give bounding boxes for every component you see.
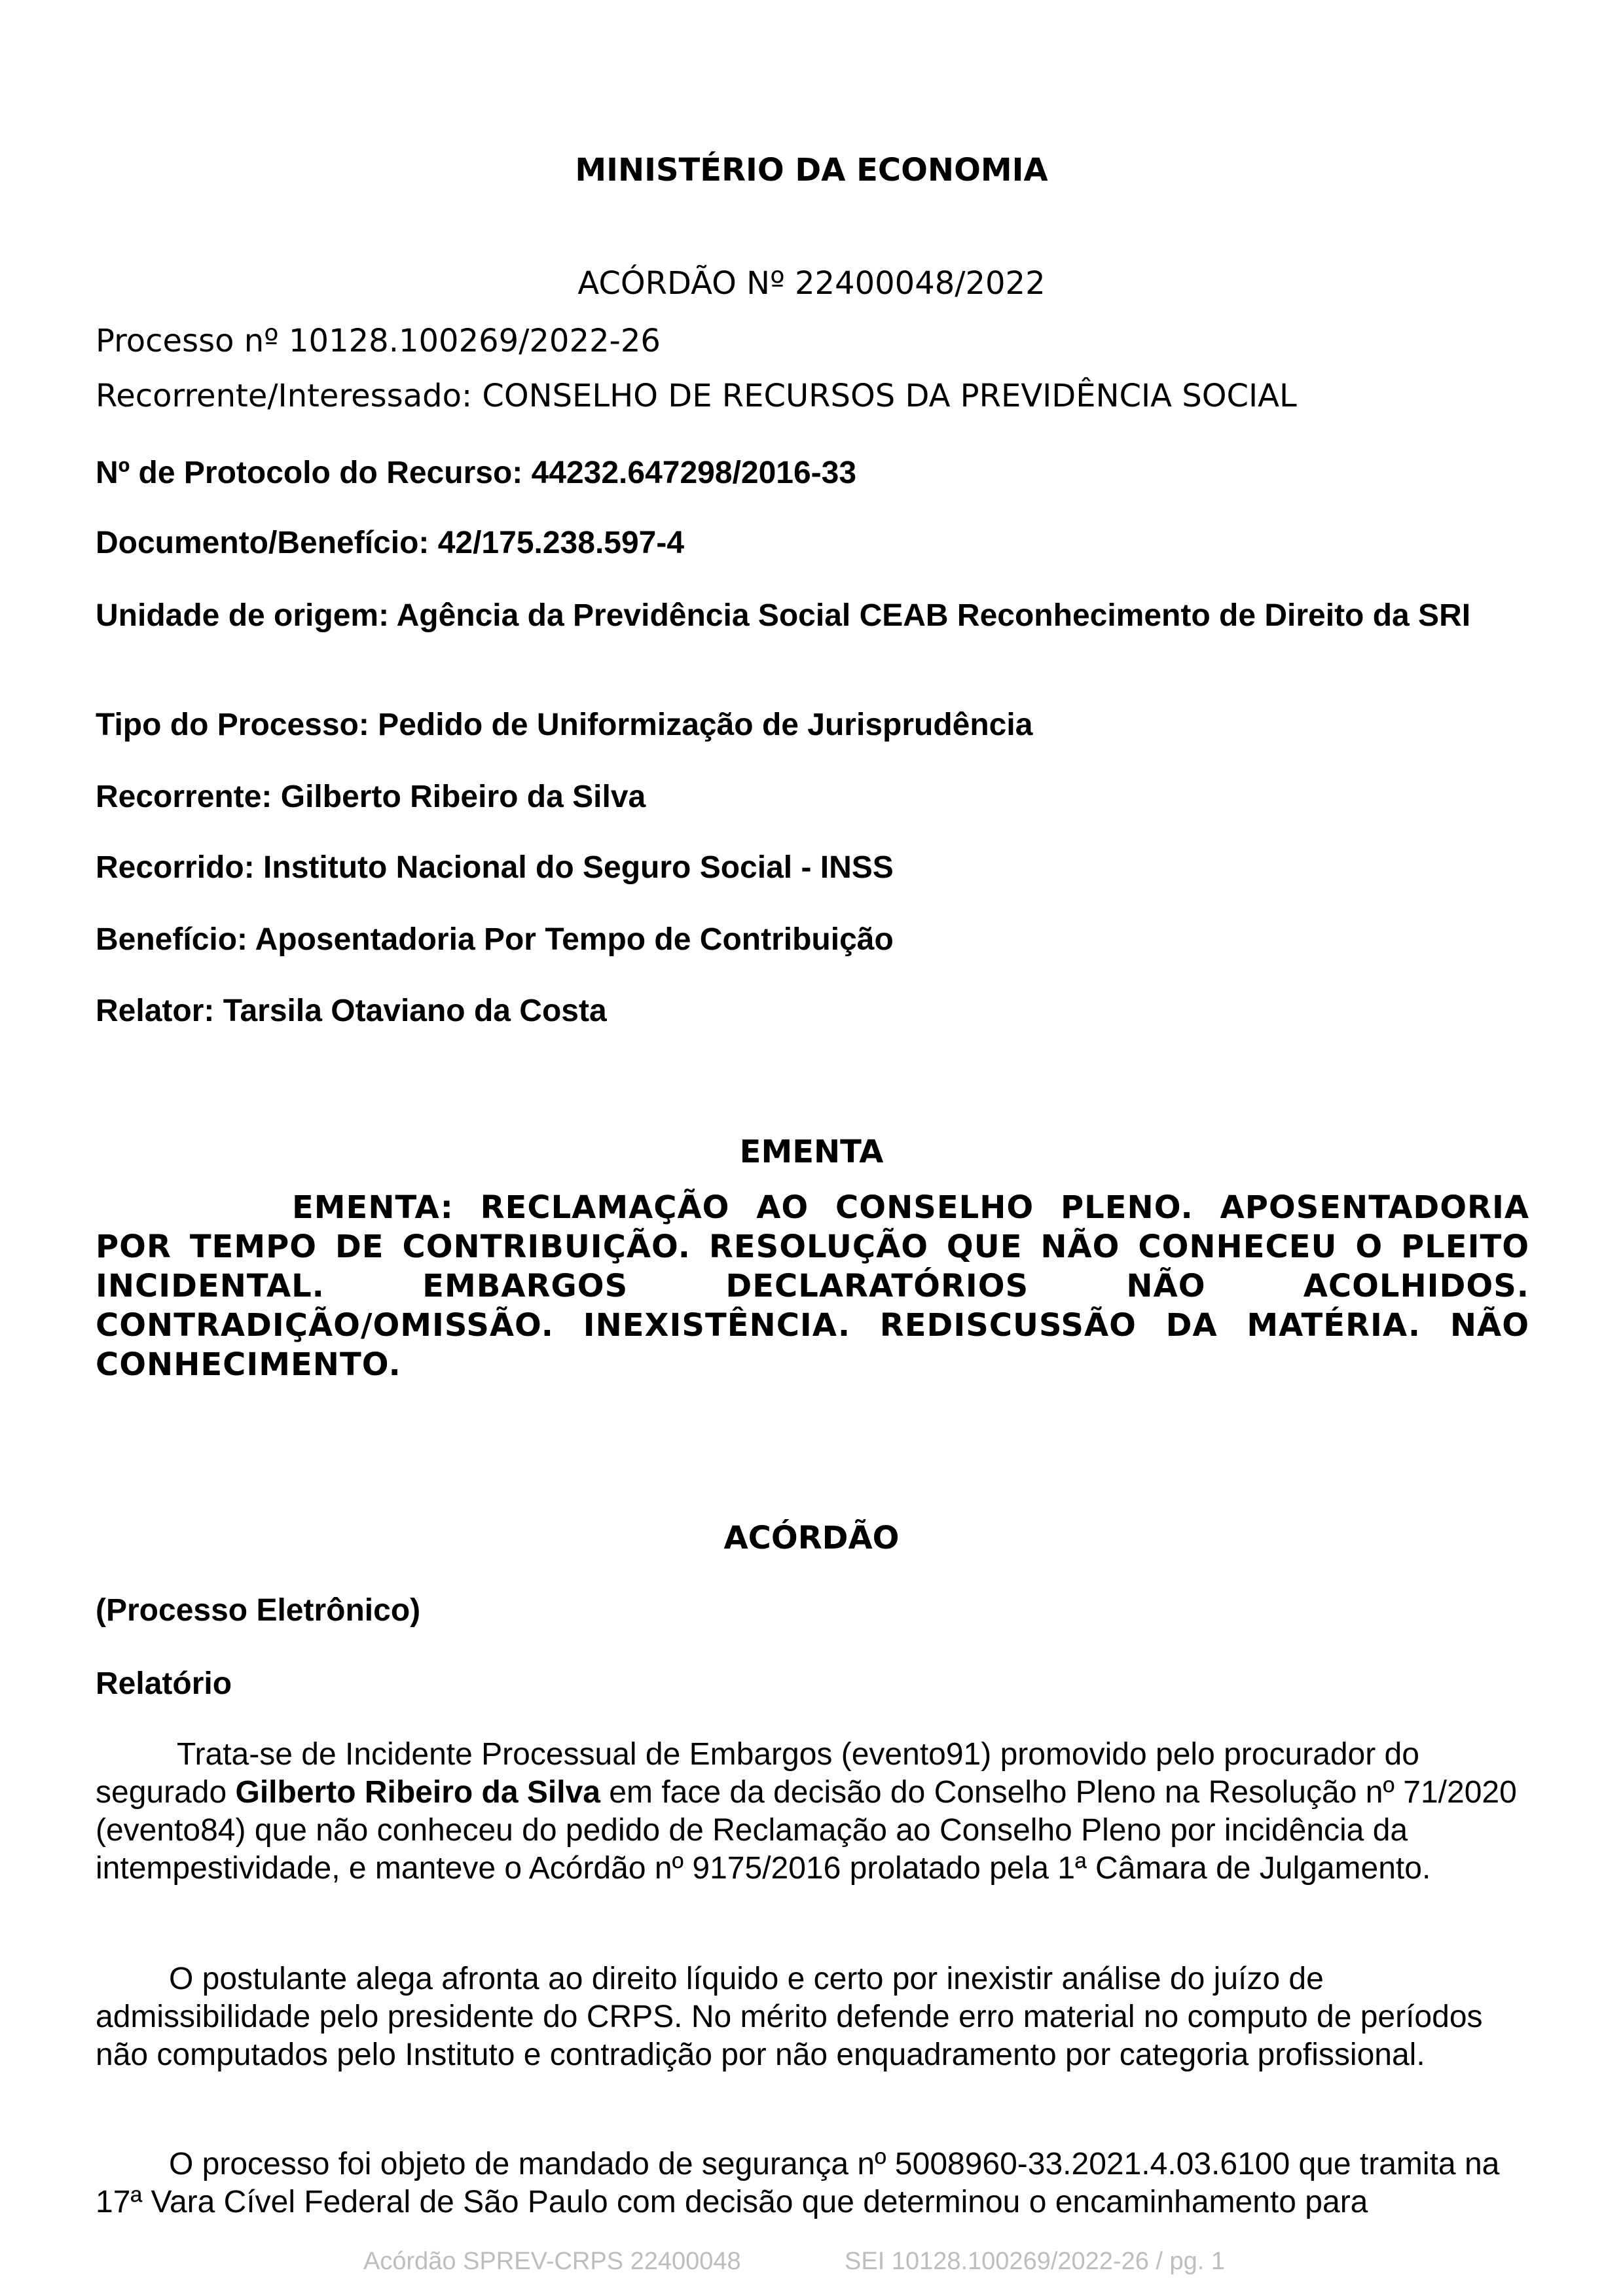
field-beneficio: Benefício: Aposentadoria Por Tempo de Contribuição xyxy=(96,922,894,957)
relatorio-paragraph-3: O processo foi objeto de mandado de segurança nº 5008960-33.2021.4.03.6100 que tramita na 17ª Vara Cível Federal de São Paulo com decisão que determinou o encaminhamento para xyxy=(96,2147,1500,2219)
ministry-heading: MINISTÉRIO DA ECONOMIA xyxy=(575,152,1048,188)
p1-segurado-name: Gilberto Ribeiro da Silva xyxy=(235,1775,600,1810)
p1-text-end: em face da decisão do Conselho Pleno na Resolução nº 71/2020 (evento84) que não conheceu do pedido de Reclamação ao Conselho Pleno por incidência da intempestividade, e manteve o Acórdão nº 9175/2016 prolatado pela 1ª Câmara de Julgamento. xyxy=(96,1775,1517,1886)
field-tipo: Tipo do Processo: Pedido de Uniformização de Jurisprudência xyxy=(96,708,1033,742)
relatorio-heading: Relatório xyxy=(96,1666,232,1701)
field-unidade: Unidade de origem: Agência da Previdência Social CEAB Reconhecimento de Direito da SRI xyxy=(96,598,1471,633)
field-protocolo: Nº de Protocolo do Recurso: 44232.647298/2016-33 xyxy=(96,456,857,490)
field-documento: Documento/Benefício: 42/175.238.597-4 xyxy=(96,526,685,560)
footer-sei-page: SEI 10128.100269/2022-26 / pg. 1 xyxy=(845,2248,1226,2275)
processo-number: Processo nº 10128.100269/2022-26 xyxy=(96,323,661,359)
relatorio-paragraph-2: O postulante alega afronta ao direito líquido e certo por inexistir análise do juízo de admissibilidade pelo presidente do CRPS. No mérito defende erro material no computo de períodos não computados pelo Instituto e contradição por não enquadramento por categoria profissional. xyxy=(96,1962,1483,2072)
processo-eletronico-label: (Processo Eletrônico) xyxy=(96,1593,421,1628)
acordao-number: ACÓRDÃO Nº 22400048/2022 xyxy=(577,265,1046,302)
field-recorrido: Recorrido: Instituto Nacional do Seguro Social - INSS xyxy=(96,850,894,885)
acordao-heading: ACÓRDÃO xyxy=(723,1520,900,1556)
recorrente-interessado: Recorrente/Interessado: CONSELHO DE RECURSOS DA PREVIDÊNCIA SOCIAL xyxy=(96,378,1297,414)
ementa-heading: EMENTA xyxy=(739,1134,884,1170)
field-recorrente: Recorrente: Gilberto Ribeiro da Silva xyxy=(96,780,646,814)
footer-document-id: Acórdão SPREV-CRPS 22400048 xyxy=(363,2248,741,2275)
ementa-text: EMENTA: RECLAMAÇÃO AO CONSELHO PLENO. APOSENTADORIA POR TEMPO DE CONTRIBUIÇÃO. RESOLUÇÃO QUE NÃO CONHECEU O PLEITO INCIDENTAL. EMBARGOS DECLARATÓRIOS NÃO ACOLHIDOS. CONTRADIÇÃO/OMISSÃO. INEXISTÊNCIA. REDISCUSSÃO DA MATÉRIA. NÃO CONHECIMENTO. xyxy=(96,1189,1529,1383)
p1-text-start: Trata-se de Incidente Processual de Embargos (evento91) promovido pelo procurador do segurado xyxy=(96,1737,1419,1810)
relatorio-paragraph-1 xyxy=(96,1736,1529,1888)
field-relator: Relator: Tarsila Otaviano da Costa xyxy=(96,994,607,1028)
